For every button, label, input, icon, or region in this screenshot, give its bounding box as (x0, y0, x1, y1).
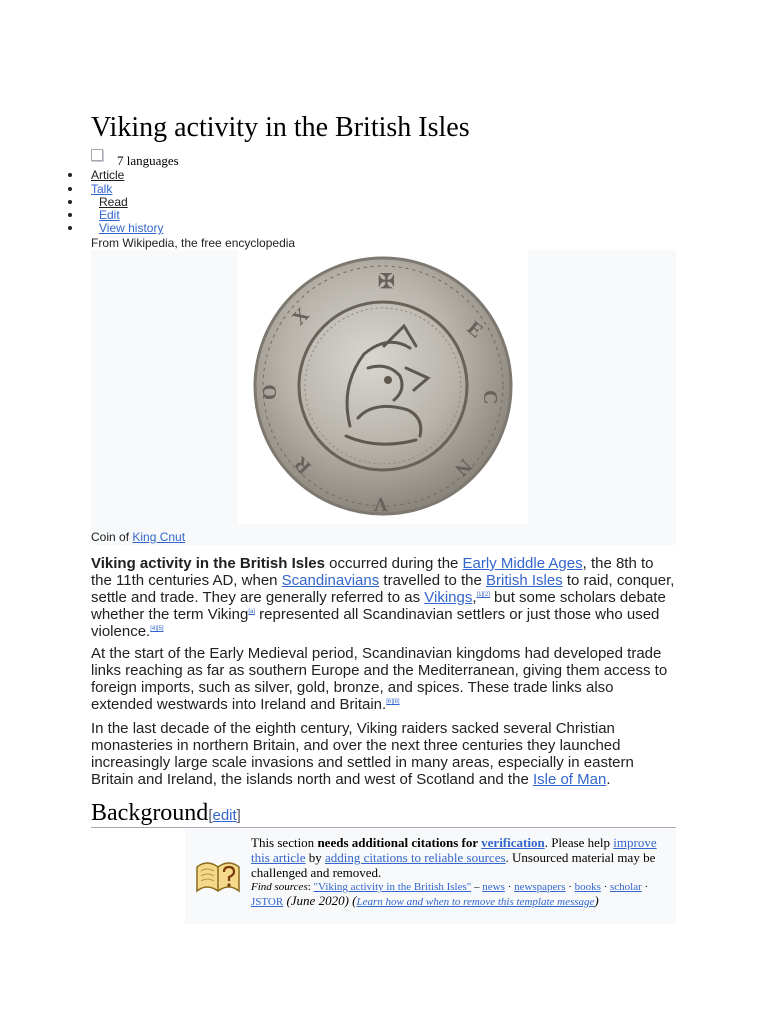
bullet-icon (68, 187, 72, 191)
language-count[interactable]: 7 languages (117, 153, 179, 168)
text-span: At the start of the Early Medieval period, Scandinavian kingdoms had developed trade links reaching as far as southern Europe and the Mediterranean, giving them access to foreign imports, such as silver, gold, bronze, and spices. These trade links also extended westwards into Ireland and Britain. (91, 645, 668, 713)
citation-ref[interactable] (477, 592, 490, 598)
king-cnut-link[interactable]: King Cnut (132, 530, 186, 544)
citation-ref[interactable] (386, 699, 399, 705)
learn-remove-link[interactable]: Learn how and when to remove this template message (356, 896, 595, 908)
tab-view-history-link[interactable]: View history (99, 221, 164, 235)
language-checkbox-icon[interactable] (91, 149, 103, 161)
separator: · (600, 881, 611, 893)
text-span: – (471, 881, 483, 893)
notice-message (251, 835, 666, 880)
bullet-icon (68, 213, 72, 217)
source-news-link[interactable]: news (482, 881, 505, 893)
separator: · (641, 881, 649, 893)
citation-needed-notice (185, 829, 676, 924)
svg-text:V: V (373, 493, 388, 515)
link-british-isles[interactable]: British Isles (485, 572, 563, 589)
section-heading-text: Background (91, 800, 209, 826)
adding-citations-link[interactable]: adding citations to reliable sources (325, 850, 506, 865)
book-question-icon (193, 855, 243, 897)
link-scandinavians[interactable]: Scandinavians (281, 572, 380, 589)
section-edit-link[interactable]: edit (212, 807, 237, 824)
link-vikings[interactable]: Vikings (424, 589, 473, 606)
tab-read[interactable] (99, 195, 128, 209)
separator: · (504, 881, 515, 893)
caption-prefix: Coin of (91, 530, 133, 544)
verification-link[interactable]: verification (481, 835, 545, 850)
citation-link[interactable]: [1][2] (476, 592, 490, 598)
raids-paragraph (91, 720, 676, 788)
text-span: In the last decade of the eighth century, Viking raiders sacked several Christian monasteries in northern Britain, and over the next three centuries they launched increasingly large scale invasions and settled in many areas, especially in eastern Britain and Ireland, the islands north and west of Scotland and the (91, 720, 634, 788)
text-span: This section (251, 835, 318, 850)
svg-text:E: E (462, 316, 488, 343)
source-scholar-link[interactable]: scholar (610, 881, 642, 893)
citation-link[interactable]: [6][8] (386, 699, 400, 705)
bullet-icon (68, 173, 72, 177)
section-edit (208, 807, 241, 824)
tab-article[interactable] (91, 168, 124, 182)
svg-text:X: X (287, 303, 314, 330)
paren: ( (352, 893, 357, 908)
svg-text:R: R (289, 452, 316, 479)
infobox-figure (91, 250, 676, 545)
coin-image[interactable] (238, 250, 528, 524)
link-isle-of-man[interactable]: Isle of Man (532, 771, 607, 788)
page-title: Viking activity in the British Isles (91, 112, 470, 143)
notice-text (251, 835, 666, 909)
text-span: , (472, 589, 477, 606)
citation-link[interactable]: [4][5] (150, 626, 164, 632)
tab-talk-link[interactable]: Talk (91, 182, 113, 196)
bracket: [ (208, 807, 213, 824)
section-heading-background (91, 799, 676, 828)
source-jstor-link[interactable]: JSTOR (251, 896, 284, 908)
tab-edit-link[interactable]: Edit (99, 208, 120, 222)
bullet-icon (68, 200, 72, 204)
notice-emphasis: needs additional citations for (317, 835, 482, 850)
text-span: : (307, 881, 314, 893)
text-span: occurred during the (324, 555, 463, 572)
source-search-link[interactable]: "Viking activity in the British Isles" (313, 881, 472, 893)
note-link[interactable]: [a] (248, 609, 255, 615)
tab-talk[interactable] (91, 182, 112, 196)
svg-text:N: N (450, 454, 477, 481)
separator: · (565, 881, 575, 893)
svg-text:✠: ✠ (378, 271, 395, 293)
text-span: . (606, 771, 611, 788)
text-span: represented all Scandinavian settlers or just those who used violence. (91, 606, 660, 640)
find-sources (251, 880, 666, 909)
article-subject: Viking activity in the British Isles (91, 555, 325, 572)
bullet-icon (68, 226, 72, 230)
text-span: by (305, 850, 326, 865)
improve-article-link[interactable]: improve this article (251, 835, 657, 865)
note-ref[interactable] (248, 609, 255, 615)
intro-paragraph (91, 555, 676, 640)
tab-view-history[interactable] (99, 221, 163, 235)
text-span: . Please help (544, 835, 614, 850)
site-subtitle: From Wikipedia, the free encyclopedia (91, 236, 296, 250)
figure-caption (91, 530, 185, 544)
notice-date: (June 2020) (283, 893, 353, 908)
text-span: , the 8th to the 11th centuries AD, when (91, 555, 654, 589)
paren: ) (594, 893, 599, 908)
text-span: . Unsourced material may be challenged and removed. (251, 850, 656, 880)
text-span: travelled to the (379, 572, 486, 589)
link-early-middle-ages[interactable]: Early Middle Ages (462, 555, 583, 572)
coin-illustration (238, 250, 528, 524)
citation-ref[interactable] (150, 626, 163, 632)
tab-article-link[interactable]: Article (91, 168, 125, 182)
find-sources-label: Find sources (251, 881, 308, 893)
bracket: ] (236, 807, 241, 824)
tab-read-link[interactable]: Read (99, 195, 128, 209)
trade-paragraph (91, 645, 676, 713)
text-span: but some scholars debate whether the term Viking (91, 589, 666, 623)
source-books-link[interactable]: books (574, 881, 601, 893)
svg-text:O: O (259, 384, 281, 400)
source-newspapers-link[interactable]: newspapers (514, 881, 566, 893)
tab-edit[interactable] (99, 208, 120, 222)
svg-text:C: C (479, 390, 501, 405)
text-span: to raid, conquer, settle and trade. They are generally referred to as (91, 572, 675, 606)
